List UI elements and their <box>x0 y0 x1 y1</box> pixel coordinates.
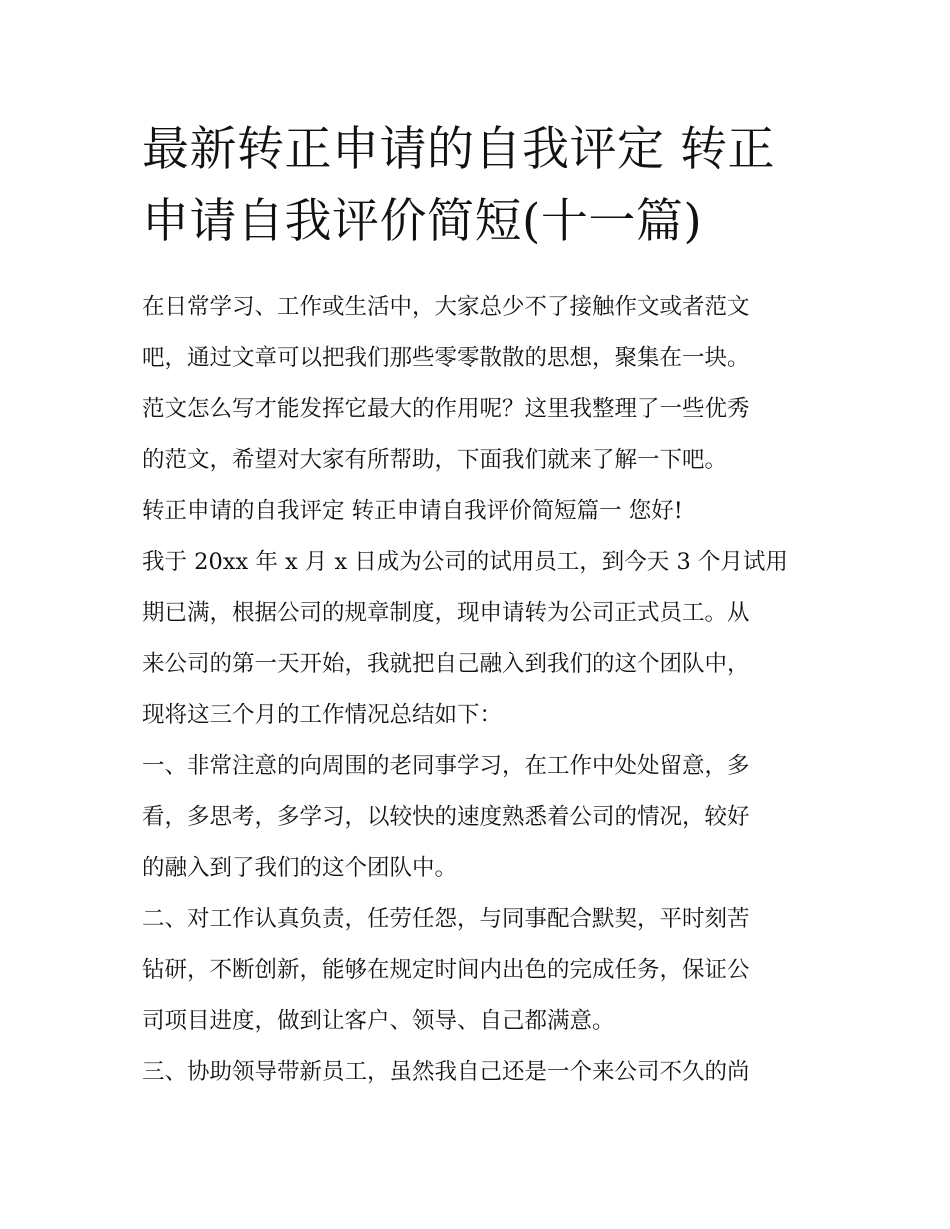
body-line: 吧，通过文章可以把我们那些零零散散的思想，聚集在一块。 <box>142 345 750 371</box>
list-item-line: 司项目进度，做到让客户、领导、自己都满意。 <box>142 1008 615 1034</box>
title-line-2: 申请自我评价简短(十一篇) <box>142 194 703 249</box>
list-item-line: 钻研，不断创新，能够在规定时间内出色的完成任务，保证公 <box>142 957 750 983</box>
body-line: 的范文，希望对大家有所帮助，下面我们就来了解一下吧。 <box>142 447 728 473</box>
body-line: 现将这三个月的工作情况总结如下： <box>142 702 503 728</box>
document-body <box>142 282 822 1098</box>
list-item-line: 的融入到了我们的这个团队中。 <box>142 855 458 881</box>
title-line-1: 最新转正申请的自我评定 转正 <box>142 122 775 177</box>
body-line: 来公司的第一天开始，我就把自己融入到我们的这个团队中， <box>142 651 750 677</box>
list-item-line: 一、非常注意的向周围的老同事学习，在工作中处处留意，多 <box>142 753 750 779</box>
section-heading-line: 转正申请的自我评定 转正申请自我评价简短篇一 您好! <box>142 498 683 524</box>
body-line: 我于 20xx 年 x 月 x 日成为公司的试用员工，到今天 3 个月试用 <box>142 549 788 575</box>
list-item-line: 看，多思考，多学习，以较快的速度熟悉着公司的情况，较好 <box>142 804 750 830</box>
body-line: 在日常学习、工作或生活中，大家总少不了接触作文或者范文 <box>142 294 750 320</box>
list-item-line: 二、对工作认真负责，任劳任怨，与同事配合默契，平时刻苦 <box>142 906 750 932</box>
document-title <box>142 114 822 258</box>
list-item-line: 三、协助领导带新员工，虽然我自己还是一个来公司不久的尚 <box>142 1059 750 1085</box>
body-line: 期已满，根据公司的规章制度，现申请转为公司正式员工。从 <box>142 600 750 626</box>
body-line: 范文怎么写才能发挥它最大的作用呢？这里我整理了一些优秀 <box>142 396 750 422</box>
